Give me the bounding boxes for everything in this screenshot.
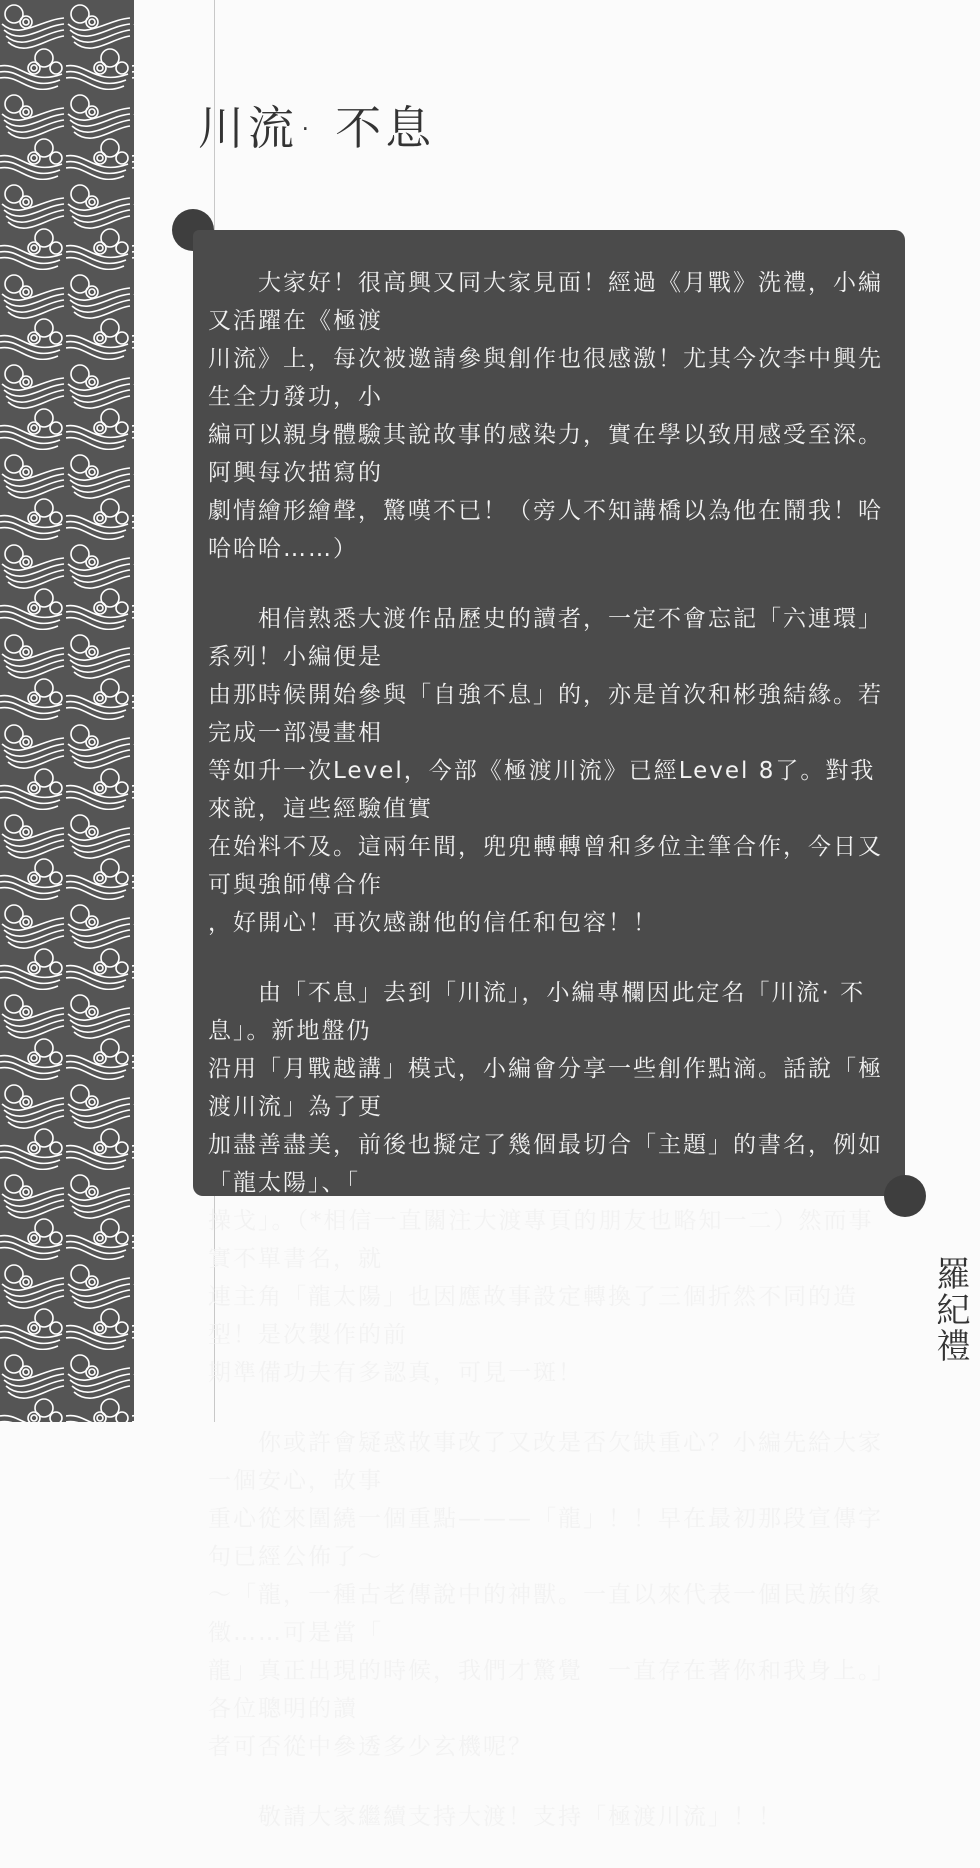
text-line: 期準備功夫有多認真，可見一斑！ xyxy=(208,1360,583,1386)
text-line: 劇情繪形繪聲，驚嘆不已！（旁人不知講橋以為他在鬧我！哈哈哈哈……） xyxy=(208,498,883,562)
text-line: 川流》上，每次被邀請參與創作也很感激！尤其今次李中興先生全力發功，小 xyxy=(208,346,883,410)
text-line: 操戈」。（*相信一直關注大渡專頁的朋友也略知一二）然而事實不單書名，就 xyxy=(208,1208,874,1272)
text-line: ，好開心！再次感謝他的信任和包容！！ xyxy=(208,910,658,936)
text-line: 重心從來圍繞一個重點———「龍」！！早在最初那段宣傳字句已經公佈了～ xyxy=(208,1506,883,1570)
text-line: 由「不息」去到「川流」，小編專欄因此定名「川流· 不息」。新地盤仍 xyxy=(208,980,866,1044)
text-line: 在始料不及。這兩年間，兜兜轉轉曾和多位主筆合作，今日又可與強師傅合作 xyxy=(208,834,883,898)
text-line: 編可以親身體驗其說故事的感染力，實在學以致用感受至深。阿興每次描寫的 xyxy=(208,422,883,486)
article-body xyxy=(208,264,892,1868)
text-line: 沿用「月戰越講」模式，小編會分享一些創作點滴。話說「極渡川流」為了更 xyxy=(208,1056,883,1120)
author-signature: 羅紀禮 xyxy=(930,1256,970,1364)
paragraph xyxy=(208,1424,892,1766)
text-line: 你或許會疑惑故事改了又改是否欠缺重心？小編先給大家一個安心，故事 xyxy=(208,1430,883,1494)
page-title: 川流· 不息 xyxy=(198,101,436,155)
paragraph xyxy=(208,974,892,1392)
paragraph xyxy=(208,1798,892,1836)
text-line: 由那時候開始參與「自強不息」的，亦是首次和彬強結緣。若完成一部漫畫相 xyxy=(208,682,883,746)
text-line: 龍」真正出現的時候，我們才驚覺 一直存在著你和我身上。」各位聰明的讀 xyxy=(208,1658,885,1722)
cloud-wave-border-pattern xyxy=(0,0,134,1422)
paragraph xyxy=(208,264,892,568)
paragraph xyxy=(208,600,892,942)
text-line: 相信熟悉大渡作品歷史的讀者，一定不會忘記「六連環」系列！小編便是 xyxy=(208,606,883,670)
text-line: 大家好！很高興又同大家見面！經過《月戰》洗禮，小編又活躍在《極渡 xyxy=(208,270,883,334)
text-line: 等如升一次Level，今部《極渡川流》已經Level 8了。對我來說，這些經驗值實 xyxy=(208,758,876,822)
text-line: 加盡善盡美，前後也擬定了幾個最切合「主題」的書名，例如「龍太陽」、「 xyxy=(208,1132,883,1196)
text-line: 敬請大家繼續支持大渡！支持「極渡川流」！！ xyxy=(208,1804,783,1830)
text-line: 者可否從中參透多少玄機呢？ xyxy=(208,1734,533,1760)
text-line: 連主角「龍太陽」也因應故事設定轉換了三個折然不同的造型！是次製作的前 xyxy=(208,1284,858,1348)
text-line: ～「龍，一種古老傳說中的神獸。一直以來代表一個民族的象徵……可是當「 xyxy=(208,1582,883,1646)
